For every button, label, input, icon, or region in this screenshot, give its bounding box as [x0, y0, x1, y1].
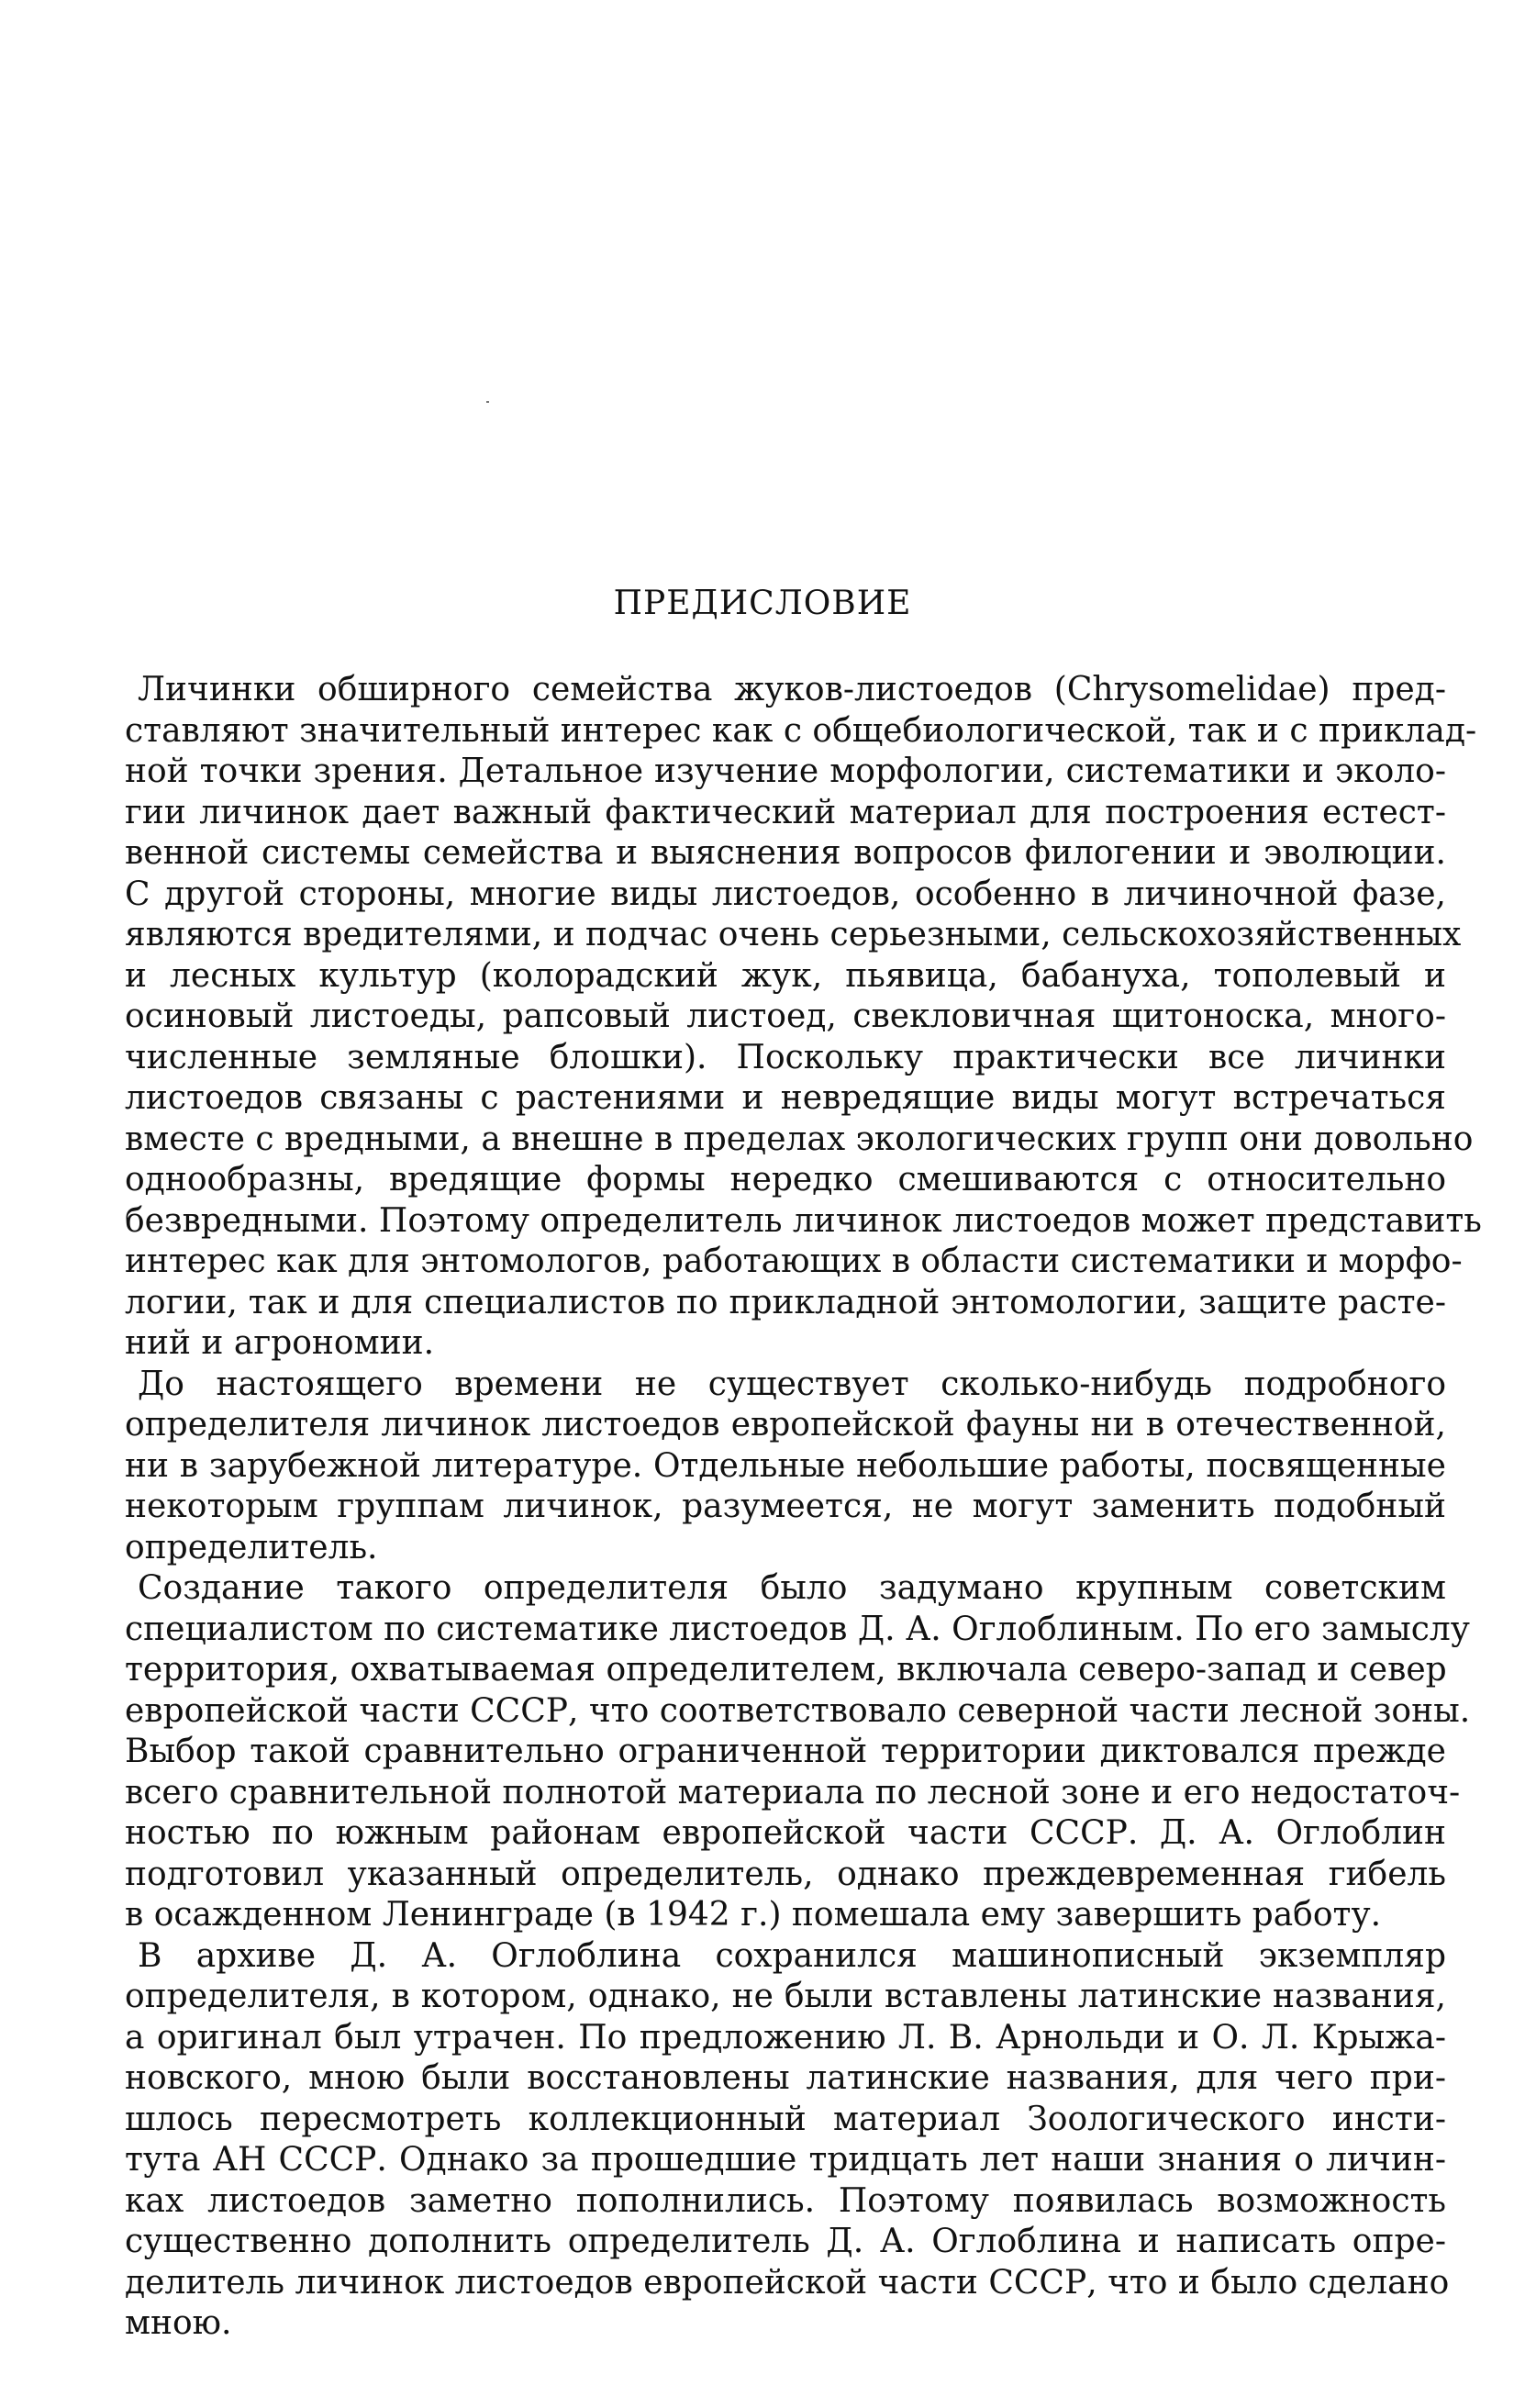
text-line: существенно дополнить определитель Д. А. Оглоблина и написать опре- [125, 2223, 1446, 2260]
text-line: европейской части СССР, что соответствовало северной части лесной зоны. [125, 1691, 1471, 1730]
text-line: ностью по южным районам европейской части СССР. Д. А. Оглоблин [125, 1814, 1446, 1852]
paragraph-4 [125, 1936, 1450, 2345]
text-line: Личинки обширного семейства жуков-листоедов (Chrysomelidae) пред- [138, 671, 1446, 708]
text-line: однообразны, вредящие формы нередко смешиваются с относительно [125, 1161, 1446, 1198]
text-line: безвредными. Поэтому определитель личинок листоедов может представить [125, 1201, 1482, 1240]
text-line: некоторым группам личинок, разумеется, не могут заменить подобный [125, 1488, 1446, 1525]
text-line: и лесных культур (колорадский жук, пьявица, бабануха, тополевый и [125, 956, 1446, 995]
text-line: территория, охватываемая определителем, включала северо-запад и север [125, 1651, 1447, 1689]
text-line: В архиве Д. А. Оглоблина сохранился машинописный экземпляр [138, 1936, 1446, 1975]
text-line: делитель личинок листоедов европейской части СССР, что и было сделано [125, 2263, 1450, 2302]
paragraph-2 [125, 1365, 1446, 1569]
text-line: ной точки зрения. Детальное изучение морфологии, систематики и эколо- [125, 752, 1446, 790]
paragraph-3 [125, 1568, 1471, 1936]
text-line: листоедов связаны с растениями и невредящие виды могут встречаться [125, 1079, 1446, 1117]
text-line: определителя личинок листоедов европейской фауны ни в отечественной, [125, 1406, 1446, 1444]
paragraph-1 [125, 670, 1482, 1365]
text-line: в осажденном Ленинграде (в 1942 г.) помешала ему завершить работу. [125, 1896, 1382, 1934]
text-line: всего сравнительной полнотой материала по лесной зоне и его недостаточ- [125, 1773, 1461, 1812]
text-line: ставляют значительный интерес как с общебиологической, так и с приклад- [125, 711, 1477, 750]
text-line: С другой стороны, многие виды листоедов, особенно в личиночной фазе, [125, 875, 1446, 913]
text-line: мною. [125, 2304, 232, 2342]
text-line: Выбор такой сравнительно ограниченной территории диктовался прежде [125, 1733, 1446, 1770]
text-line: а оригинал был утрачен. По предложению Л. В. Арнольди и О. Л. Крыжа- [125, 2018, 1446, 2057]
text-line: подготовил указанный определитель, однако преждевременная гибель [125, 1855, 1446, 1893]
text-line: ний и агрономии. [125, 1324, 435, 1362]
text-line: вместе с вредными, а внешне в пределах экологических групп они довольно [125, 1120, 1474, 1158]
text-line: специалистом по систематике листоедов Д. А. Оглоблиным. По его замыслу [125, 1610, 1470, 1648]
page-title: ПРЕДИСЛОВИЕ [613, 585, 912, 623]
text-line: определитель. [125, 1528, 378, 1566]
text-line: являются вредителями, и подчас очень серьезными, сельскохозяйственных [125, 916, 1462, 953]
text-line: интерес как для энтомологов, работающих в области систематики и морфо- [125, 1243, 1463, 1280]
scan-speck [486, 401, 489, 403]
body-text [125, 670, 1482, 2345]
text-line: определителя, в котором, однако, не были вставлены латинские названия, [125, 1978, 1446, 2015]
text-line: До настоящего времени не существует сколько-нибудь подробного [138, 1365, 1446, 1403]
text-line: новского, мною были восстановлены латинские названия, для чего при- [125, 2059, 1446, 2097]
text-line: тута АН СССР. Однако за прошедшие тридцать лет наши знания о личин- [125, 2141, 1446, 2179]
text-line: численные земляные блошки). Поскольку практически все личинки [125, 1038, 1446, 1076]
text-line: гии личинок дает важный фактический материал для построения естест- [125, 793, 1446, 831]
text-line: шлось пересмотреть коллекционный материал Зоологического инсти- [125, 2100, 1446, 2138]
text-line: венной системы семейства и выяснения вопросов филогении и эволюции. [125, 834, 1446, 872]
text-line: ни в зарубежной литературе. Отдельные небольшие работы, посвященные [125, 1446, 1446, 1485]
text-line: осиновый листоеды, рапсовый листоед, свекловичная щитоноска, много- [125, 998, 1446, 1035]
text-line: Создание такого определителя было задумано крупным советским [138, 1569, 1446, 1607]
text-line: ках листоедов заметно пополнились. Поэтому появилась возможность [125, 2181, 1446, 2220]
text-line: логии, так и для специалистов по прикладной энтомологии, защите расте- [125, 1283, 1446, 1321]
